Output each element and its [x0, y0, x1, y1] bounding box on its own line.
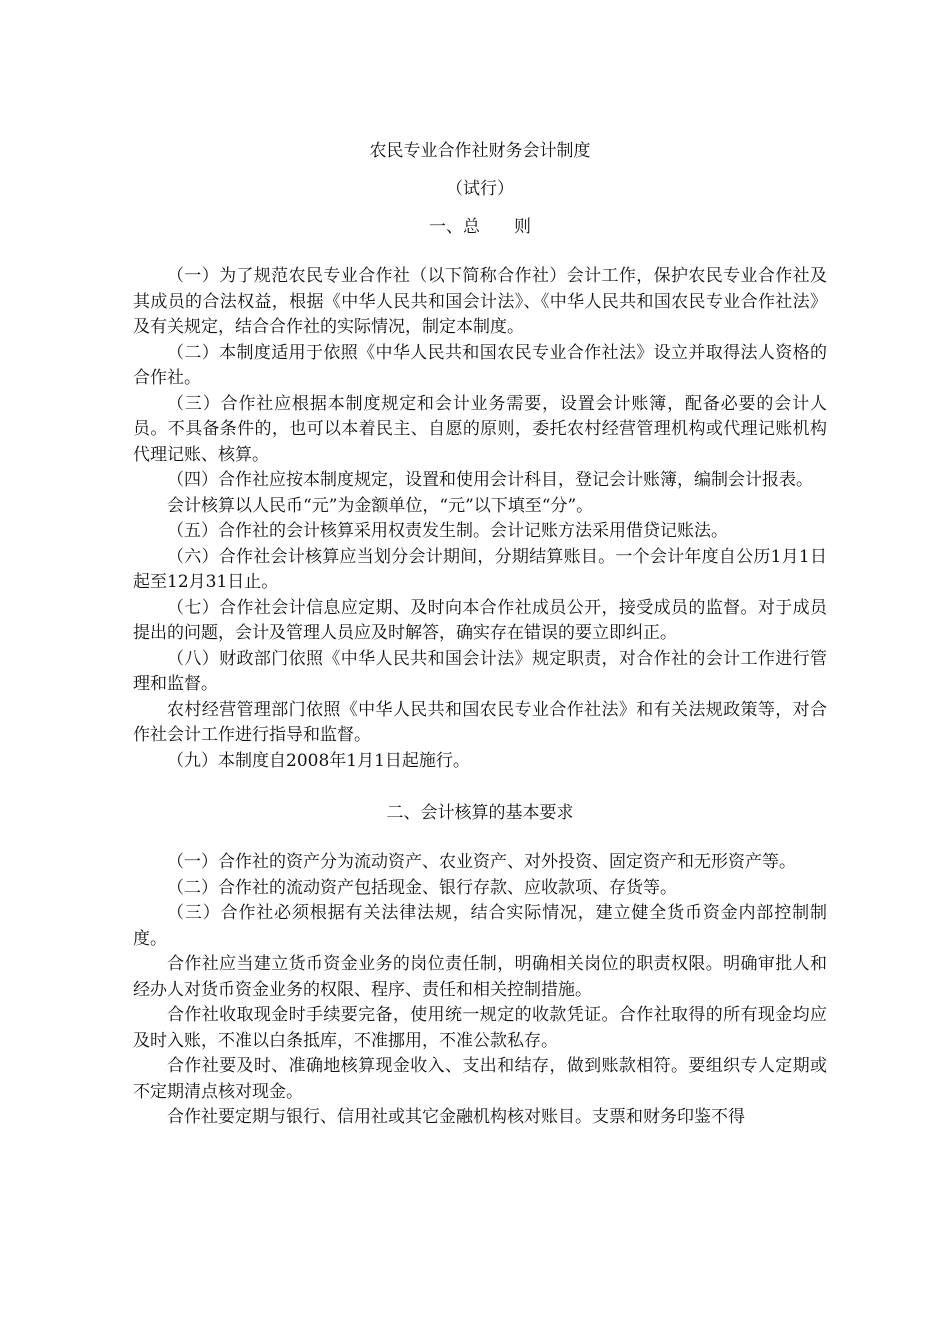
paragraph: 会计核算以人民币“元”为金额单位，“元”以下填至“分”。 [167, 495, 594, 516]
paragraph: （五）合作社的会计核算采用权责发生制。会计记账方法采用借贷记账法。 [167, 521, 728, 541]
paragraph: （二）本制度适用于依照《中华人民共和国农民专业合作社法》设立并取得法人资格的合作社。 [133, 342, 827, 388]
paragraph: （一）为了规范农民专业合作社（以下简称合作社）会计工作，保护农民专业合作社及其成员的合法权益，根据《中华人民共和国会计法》、《中华人民共和国农民专业合作社法》及有关规定，结合合作社的实际情况，制定本制度。 [133, 266, 827, 337]
paragraph: （八）财政部门依照《中华人民共和国会计法》规定职责，对合作社的会计工作进行管理和监督。 [133, 648, 827, 694]
paragraph: 合作社应当建立货币资金业务的岗位责任制，明确相关岗位的职责权限。明确审批人和经办人对货币资金业务的权限、程序、责任和相关控制措施。 [133, 954, 827, 1000]
paragraph: （七）合作社会计信息应定期、及时向本合作社成员公开，接受成员的监督。对于成员提出的问题，会计及管理人员应及时解答，确实存在错误的要立即纠正。 [133, 597, 827, 643]
document-title: 农民专业合作社财务会计制度 [369, 141, 591, 161]
paragraph: （九）本制度自2008年1月1日起施行。 [167, 750, 470, 771]
paragraph: （三）合作社应根据本制度规定和会计业务需要，设置会计账簿，配备必要的会计人员。不具备条件的，也可以本着民主、自愿的原则，委托农村经营管理机构或代理记账机构代理记账、核算。 [133, 393, 827, 465]
paragraph: 合作社收取现金时手续要完备，使用统一规定的收款凭证。合作社取得的所有现金均应及时入账，不准以白条抵库，不准挪用，不准公款私存。 [133, 1005, 827, 1051]
paragraph: 农村经营管理部门依照《中华人民共和国农民专业合作社法》和有关法规政策等，对合作社会计工作进行指导和监督。 [133, 699, 827, 745]
chapter-2-body [133, 850, 827, 1131]
chapter-1-heading: 一、总 则 [429, 217, 531, 237]
paragraph: （六）合作社会计核算应当划分会计期间，分期结算账目。一个会计年度自公历1月1日起至12月31日止。 [133, 546, 827, 592]
paragraph: （一）合作社的资产分为流动资产、农业资产、对外投资、固定资产和无形资产等。 [167, 852, 796, 872]
paragraph: （二）合作社的流动资产包括现金、银行存款、应收款项、存货等。 [167, 877, 677, 898]
paragraph: 合作社要定期与银行、信用社或其它金融机构核对账目。支票和财务印鉴不得 [167, 1107, 745, 1127]
paragraph: （四）合作社应按本制度规定，设置和使用会计科目，登记会计账簿，编制会计报表。 [167, 470, 813, 490]
chapter-1-body [133, 264, 827, 774]
paragraph: 合作社要及时、准确地核算现金收入、支出和结存，做到账款相符。要组织专人定期或不定期清点核对现金。 [133, 1056, 827, 1102]
document-subtitle: （试行） [446, 179, 514, 199]
document-body [133, 140, 827, 1131]
chapter-2-heading: 二、会计核算的基本要求 [386, 803, 574, 823]
paragraph: （三）合作社必须根据有关法律法规，结合实际情况，建立健全货币资金内部控制制度。 [133, 903, 827, 949]
